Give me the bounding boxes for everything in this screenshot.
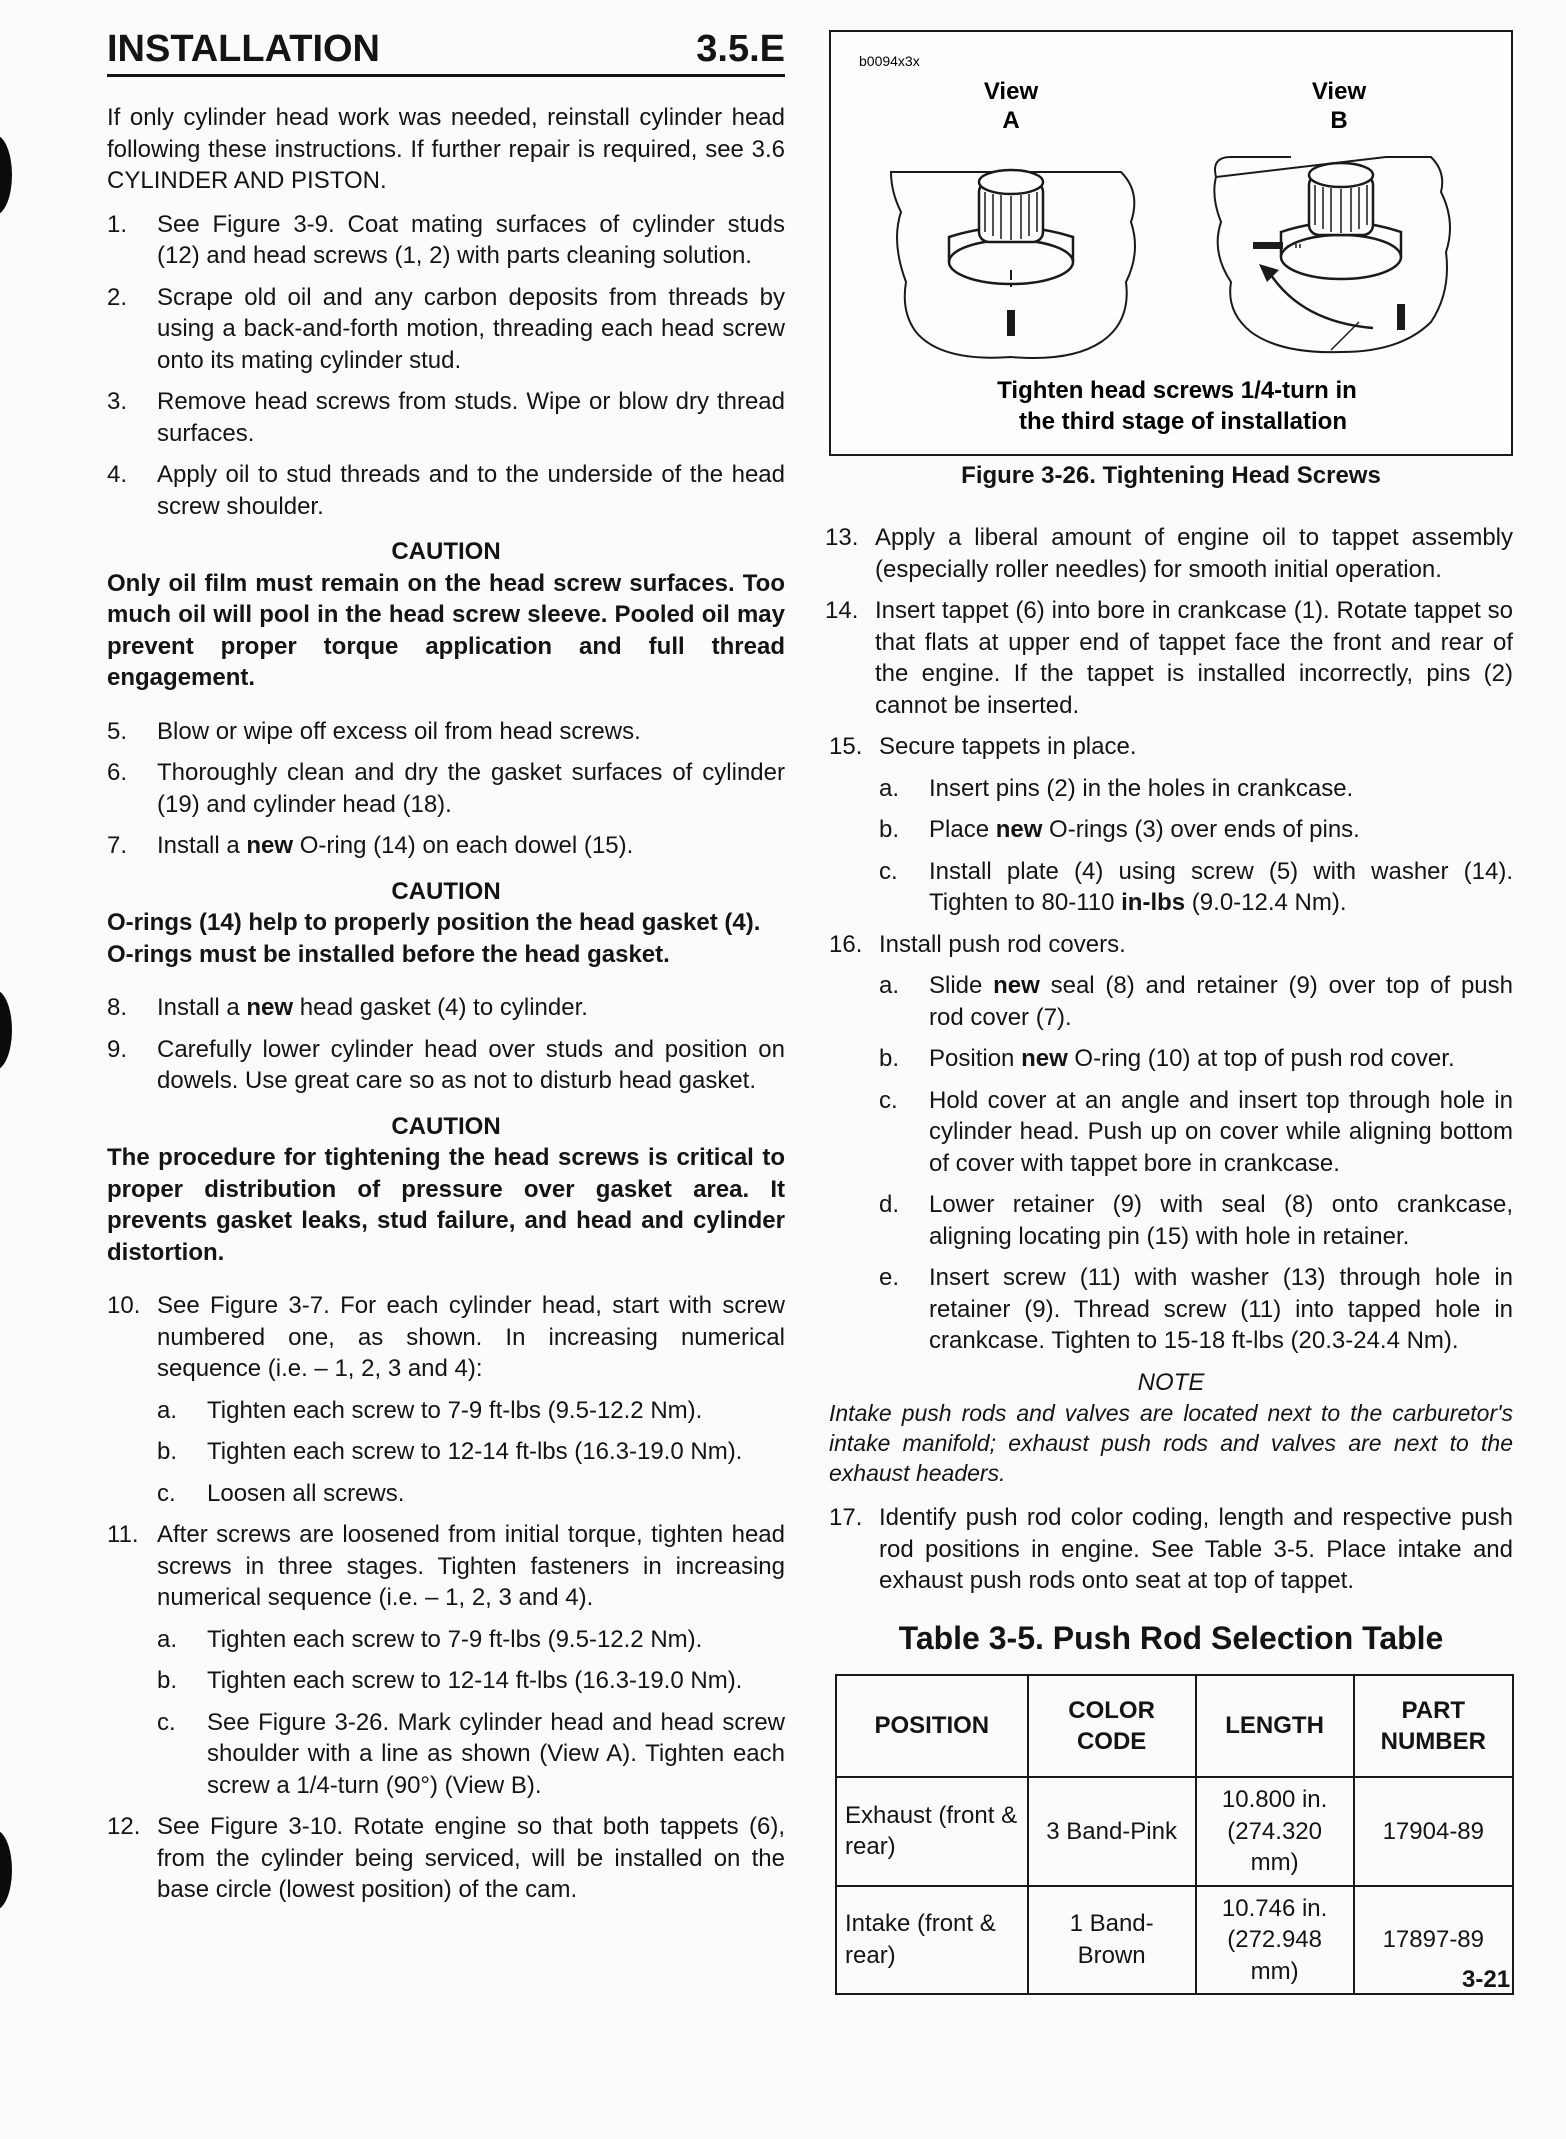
item-text: Hold cover at an angle and insert top through hole in cylinder head. Push up on cover while aligning bottom of cover with tappet bore in crankcase. [929,1086,1513,1177]
item-text: Blow or wipe off excess oil from head screws. [157,717,641,745]
sub-step [829,856,1513,919]
sub-step [107,1395,785,1427]
view-b-drawing [1214,157,1450,352]
numbered-step [107,459,785,522]
note-text: Intake push rods and valves are located next to the carburetor's intake manifold; exhaust push rods and valves are next to the exhaust headers. [829,1400,1513,1486]
sub-step [829,970,1513,1033]
table-header-cell: POSITION [836,1675,1028,1777]
item-number: 13. [825,524,859,551]
numbered-step [107,757,785,820]
table-cell: 10.746 in. (272.948 mm) [1196,1886,1354,1995]
caution-2-heading: CAUTION [391,877,501,905]
item-text: Remove head screws from studs. Wipe or blow dry thread surfaces. [157,388,785,447]
item-text: Tighten each screw to 7-9 ft-lbs (9.5-12.2 Nm). [207,1396,703,1424]
item-text: Insert tappet (6) into bore in crankcase (1). Rotate tappet so that flats at upper end of tappet face the front and rear of the engine. If the tappet is installed incorrectly, pins (2) cannot be inserted. [875,597,1513,719]
item-text: Tighten each screw to 12-14 ft-lbs (16.3-19.0 Nm). [207,1438,743,1465]
numbered-step [107,992,785,1024]
caution-2-text: O-rings (14) help to properly position the head gasket (4). O-rings must be installed before the head gasket. [107,909,761,968]
item-text-part: (9.0-12.4 Nm). [1185,889,1347,916]
item-text-emphasis: new [1021,1045,1068,1072]
figure-code: b0094x3x [859,53,920,69]
steps-1-4 [107,209,785,523]
item-text-part: Install plate (4) using screw (5) with washer (14). Tighten to 80-110 [929,857,1513,916]
item-number: a. [157,1625,178,1653]
view-b-letter: B [1330,107,1348,134]
step-15-substeps [829,773,1513,919]
steps-13-14 [825,522,1513,721]
item-number: b. [879,816,900,843]
sub-step [107,1436,785,1468]
section-header [107,22,785,77]
note-heading: NOTE [1137,1368,1205,1396]
push-rod-selection-table [835,1674,1514,1995]
item-text: See Figure 3-9. Coat mating surfaces of cylinder studs (12) and head screws (1, 2) with parts cleaning solution. [157,210,785,269]
step-11-substeps [107,1624,785,1802]
item-text-part: head gasket (4) to cylinder. [293,994,588,1021]
view-a-label: View [983,78,1039,105]
item-text-part: O-rings (3) over ends of pins. [1042,816,1360,843]
section-number: 3.5.E [696,28,785,70]
item-text-part: seal (8) and retainer (9) over top of push rod cover (7). [929,972,1513,1031]
caution-1-text: Only oil film must remain on the head screw surfaces. Too much oil will pool in the head screw sleeve. Pooled oil may prevent proper torque application and full thread engagement. [107,569,785,691]
punch-hole-middle [0,990,12,1070]
item-number: b. [157,1438,178,1465]
view-a-letter: A [1002,107,1020,134]
table-cell: 10.800 in. (274.320 mm) [1196,1777,1354,1886]
item-text: Carefully lower cylinder head over studs and position on dowels. Use great care so as not to disturb head gasket. [157,1035,785,1094]
item-text [157,830,785,862]
item-text-emphasis: in-lbs [1121,889,1186,916]
sub-step [107,1665,785,1697]
table-cell: Exhaust (front & rear) [836,1777,1028,1886]
item-number: c. [879,1086,898,1114]
item-text-emphasis: new [995,816,1043,843]
step-12: 12. See Figure 3-10. Rotate engine so that both tappets (6), from the cylinder being serviced, will be installed on the base circle (lowest position) of the cam. [107,1813,785,1903]
table-cell: 1 Band-Brown [1028,1886,1196,1995]
intro-paragraph: If only cylinder head work was needed, reinstall cylinder head following these instructions. If further repair is required, see 3.6 CYLINDER AND PISTON. [107,104,785,194]
figure-callout-line-2: the third stage of installation [1018,408,1348,435]
caution-3-text: The procedure for tightening the head screws is critical to proper distribution of pressure over gasket area. It prevents gasket leaks, stud failure, and head and cylinder distortion. [107,1144,785,1266]
item-text: See Figure 3-26. Mark cylinder head and head screw shoulder with a line as shown (View A). Tighten each screw a 1/4-turn (90°) (View B). [207,1708,785,1799]
item-text: Apply oil to stud threads and to the underside of the head screw shoulder. [157,461,785,520]
item-text [929,1043,1513,1075]
sub-step [107,1478,785,1510]
item-text: Loosen all screws. [207,1479,405,1507]
page-number: 3-21 [1462,1966,1511,1993]
table-row [836,1886,1513,1995]
item-text: Tighten each screw to 12-14 ft-lbs (16.3-19.0 Nm). [207,1667,743,1694]
step-16-substeps [829,970,1513,1357]
caution-1-heading: CAUTION [391,538,501,565]
numbered-step [825,595,1513,721]
caution-3-heading: CAUTION [391,1112,501,1140]
numbered-step [107,830,785,862]
item-number: e. [879,1264,900,1291]
item-number: 2. [107,283,128,311]
item-number: 4. [107,461,128,488]
item-text-emphasis: new [993,972,1040,999]
sub-step [829,814,1513,846]
numbered-step [825,522,1513,585]
sub-step [107,1624,785,1656]
sub-step [829,773,1513,805]
numbered-step [107,282,785,377]
item-number: 1. [107,210,128,238]
item-text: Insert screw (11) with washer (13) through hole in retainer (9). Thread screw (11) into tapped hole in crankcase. Tighten to 15-18 ft-lbs (20.3-24.4 Nm). [929,1264,1513,1354]
step-11: 11. After screws are loosened from initial torque, tighten head screws in three stages. Tighten fasteners in increasing numerical sequence (i.e. – 1, 2, 3 and 4). [107,1521,785,1611]
numbered-step [107,1034,785,1097]
figure-3-26 [829,30,1513,456]
view-b-label: View [1311,78,1367,105]
table-header-row [836,1675,1513,1777]
steps-8-9 [107,992,785,1097]
item-text: Lower retainer (9) with seal (8) onto crankcase, aligning locating pin (15) with hole in retainer. [929,1191,1513,1250]
item-text-emphasis: new [246,994,294,1021]
step-15: 15. Secure tappets in place. [829,733,1137,760]
item-text: Apply a liberal amount of engine oil to tappet assembly (especially roller needles) for smooth initial operation. [875,524,1513,583]
item-number: 8. [107,994,128,1021]
table-cell: Intake (front & rear) [836,1886,1028,1995]
item-text: Thoroughly clean and dry the gasket surfaces of cylinder (19) and cylinder head (18). [157,759,785,818]
step-16: 16. Install push rod covers. [829,930,1126,958]
item-text: Scrape old oil and any carbon deposits from threads by using a back-and-forth motion, threading each head screw onto its mating cylinder stud. [157,283,785,374]
item-number: 7. [107,832,128,859]
item-text-emphasis: new [246,832,294,859]
item-number: d. [879,1191,900,1218]
sub-step [829,1085,1513,1180]
table-header-cell: PART NUMBER [1354,1675,1513,1777]
item-text: Tighten each screw to 7-9 ft-lbs (9.5-12.2 Nm). [207,1625,703,1653]
numbered-step [107,209,785,272]
punch-hole-top [0,135,12,215]
table-title: Table 3-5. Push Rod Selection Table [898,1619,1444,1656]
table-row [836,1777,1513,1886]
numbered-step [107,386,785,449]
item-number: c. [157,1708,176,1736]
right-column [825,522,1513,1995]
numbered-step [107,716,785,748]
item-number: 6. [107,759,128,786]
item-text-part: O-ring (14) on each dowel (15). [293,832,634,859]
item-text-part: Install a [157,994,247,1021]
item-number: a. [157,1396,178,1424]
table-cell: 3 Band-Pink [1028,1777,1196,1886]
item-number: a. [879,972,900,999]
steps-5-7 [107,716,785,862]
item-text [929,970,1513,1033]
item-text [929,856,1513,919]
item-text: Insert pins (2) in the holes in crankcase. [929,774,1354,802]
table-header-cell: LENGTH [1196,1675,1354,1777]
table-header-cell: COLOR CODE [1028,1675,1196,1777]
sub-step [829,1189,1513,1252]
item-text-part: Place [929,816,996,843]
step-10-substeps [107,1395,785,1510]
punch-hole-bottom [0,1830,12,1910]
item-number: c. [879,857,898,885]
table-cell: 17897-89 [1354,1886,1513,1995]
item-number: b. [879,1045,900,1072]
item-number: 14. [825,597,859,624]
item-text-part: O-ring (10) at top of push rod cover. [1067,1045,1455,1072]
item-number: c. [157,1479,176,1507]
sub-step [107,1707,785,1802]
section-title: INSTALLATION [107,28,380,70]
table-cell: 17904-89 [1354,1777,1513,1886]
view-a-drawing [891,170,1135,358]
item-number: a. [879,774,900,802]
figure-illustration [831,32,1511,454]
sub-step [829,1262,1513,1357]
sub-step [829,1043,1513,1075]
figure-caption: Figure 3-26. Tightening Head Screws [961,462,1381,489]
item-number: 9. [107,1035,128,1063]
figure-callout-line-1: Tighten head screws 1/4-turn in [997,377,1357,404]
item-number: 3. [107,388,128,415]
item-text [157,992,785,1024]
item-text-part: Position [929,1045,1022,1072]
step-10: 10. See Figure 3-7. For each cylinder head, start with screw numbered one, as shown. In increasing numerical sequence (i.e. – 1, 2, 3 and 4): [107,1292,785,1382]
item-text-part: Install a [157,832,247,859]
step-17: 17. Identify push rod color coding, length and respective push rod positions in engine. See Table 3-5. Place intake and exhaust push rods onto seat at top of tappet. [829,1504,1513,1594]
left-column [107,102,785,1916]
item-number: 5. [107,717,128,745]
item-number: b. [157,1667,178,1694]
item-text-part: Slide [929,972,994,999]
item-text [929,814,1513,846]
